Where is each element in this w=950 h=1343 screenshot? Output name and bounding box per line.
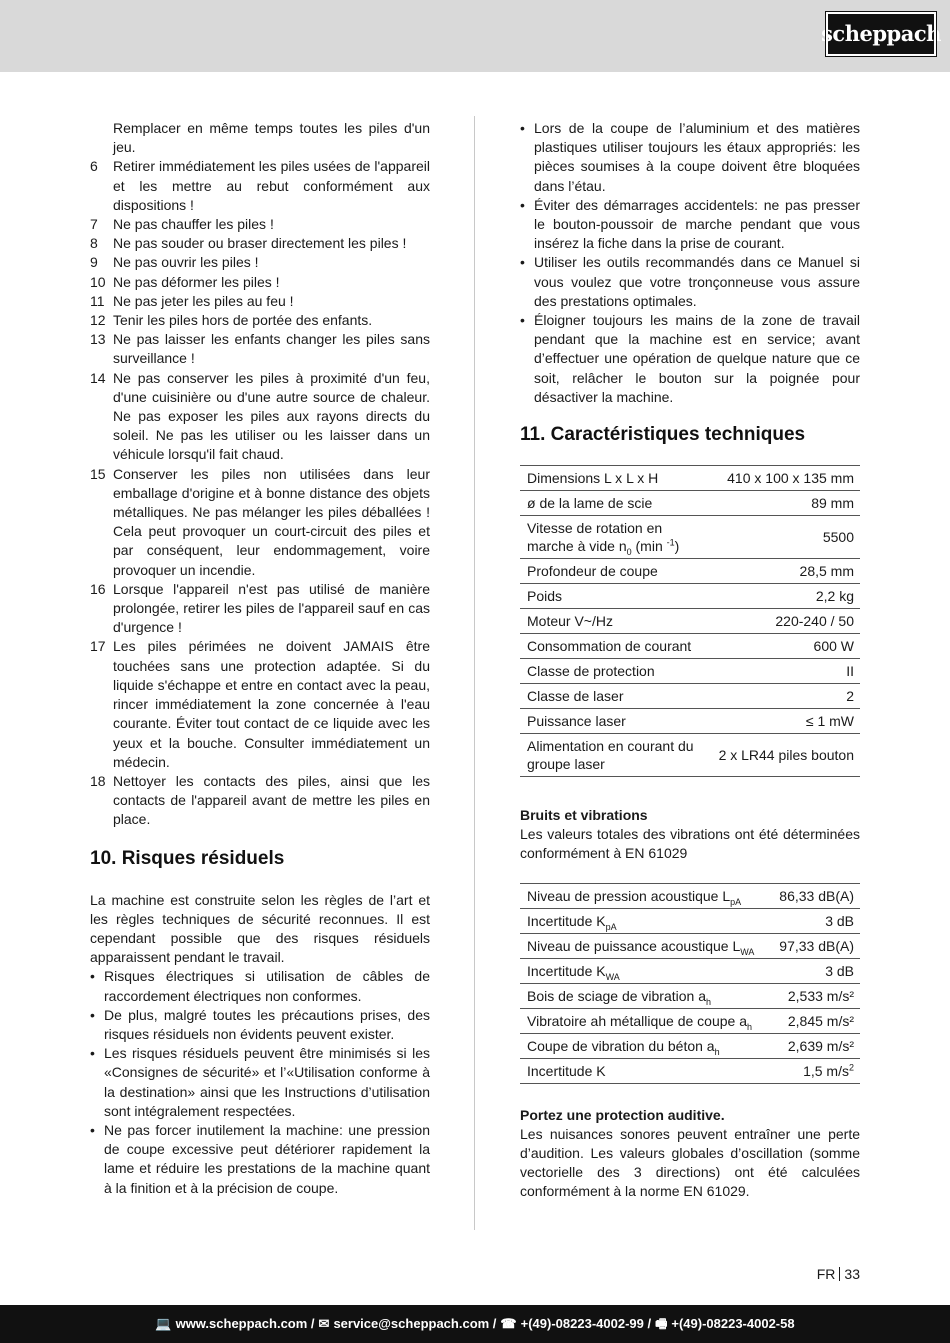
table-row: Niveau de puissance acoustique $L_{WA}$ 97,33 dB(A) [520, 933, 860, 958]
list-item: • Lors de la coupe de l’aluminium et des matières plastiques utiliser toujours les étaux appropriés: les pièces soumises à la coupe doivent être bloquées dans l’étau. [520, 120, 860, 194]
battery-item-cont: Remplacer en même temps toutes les piles d'un jeu. [113, 120, 430, 156]
brand-logo [821, 12, 941, 56]
list-item: • Risques électriques si utilisation de câbles de raccordement électriques non conformes. [90, 968, 430, 1004]
column-divider [474, 116, 475, 1230]
list-item: 8 Ne pas souder ou braser directement les piles ! [90, 235, 407, 252]
table-row: Incertitude K 1,5 $m/s^2$ [520, 1058, 860, 1083]
table-row: Dimensions L x L x H 410 x 100 x 135 mm [520, 466, 860, 491]
footer-mail[interactable]: service@scheppach.com / [333, 1316, 497, 1332]
table-row: Vibratoire ah métallique de coupe $a_h$ 2,845 m/s² [520, 1008, 860, 1033]
laptop-icon: 💻 [155, 1316, 172, 1332]
table-row: Poids 2,2 kg [520, 584, 860, 609]
list-item: 10 Ne pas déformer les piles ! [90, 273, 280, 290]
footer-fax: +(49)-08223-4002-58 [671, 1316, 795, 1332]
brand-logo-text: scheppach [821, 21, 941, 47]
table-row: Classe de protection II [520, 659, 860, 684]
list-item: 15 Conserver les piles non utilisées dans leur emballage d'origine et à bonne distance des objets métalliques. Ne pas mélanger les piles déballées ! Cela peut provoquer un court-circuit des piles et par conséquent, leur endommagement, voire provoquer un incendie. [90, 465, 430, 578]
list-item: 16 Lorsque l'appareil n'est pas utilisé de manière prolongée, retirer les piles de l'appareil sauf en cas d'urgence ! [90, 580, 430, 636]
list-item: • Éviter des démarrages accidentels: ne pas presser le bouton-poussoir de marche pendant que vous insérez la fiche dans la prise de courant. [520, 196, 860, 252]
table-row: Incertitude $K_{pA}$ 3 dB [520, 908, 860, 933]
table-row: Puissance laser ≤ 1 mW [520, 709, 860, 734]
right-column [520, 119, 860, 1202]
table-row: Profondeur de coupe 28,5 mm [520, 559, 860, 584]
list-item: • Utiliser les outils recommandés dans ce Manuel si vous voulez que votre tronçonneuse vous assure des prestations optimales. [520, 254, 860, 309]
mail-icon: ✉ [318, 1316, 330, 1332]
table-row: Consommation de courant 600 W [520, 634, 860, 659]
table-row: Vitesse de rotation en marche à vide $n_0$ (min $^{-1}$) 5500 [520, 516, 860, 559]
protection-heading: Portez une protection auditive. [520, 1106, 725, 1123]
list-item: • Les risques résiduels peuvent être minimisés si les «Consignes de sécurité» et l’«Utilisation conforme à la destination» ainsi que les Instructions d’utilisation sont intégralement respectées. [90, 1045, 430, 1119]
section-10-intro: La machine est construite selon les règles de l’art et les règles techniques de sécurité reconnues. Il est cependant possible que des risques résiduels apparaissent pendant le travail. [90, 891, 430, 966]
specs-table [520, 465, 860, 777]
table-row: Niveau de pression acoustique $L_{pA}$ 86,33 dB(A) [520, 883, 860, 908]
list-item: • Ne pas forcer inutilement la machine: une pression de coupe excessive peut détériorer rapidement la lame et réduire les prestations de la machine quant à la finition et à la précision de coupe. [90, 1121, 430, 1196]
phone-icon: ☎ [500, 1316, 517, 1332]
list-item: 12 Tenir les piles hors de portée des enfants. [90, 312, 373, 329]
list-item: 9 Ne pas ouvrir les piles ! [90, 254, 259, 271]
section-10-title: 10. Risques résiduels [90, 847, 285, 869]
noise-table [520, 883, 860, 1084]
footer-phone: +(49)-08223-4002-99 / [520, 1316, 652, 1332]
page-number: FR 33 [816, 1266, 860, 1282]
list-item: • Éloigner toujours les mains de la zone de travail pendant que la machine est en service; avant d’effectuer une opération de quelque nature que ce soit, relâcher le bouton sur la poignée pour désactiver la machine. [520, 312, 860, 405]
table-row: Alimentation en courant du groupe laser 2 x LR44 piles bouton [520, 734, 860, 777]
list-item: 17 Les piles périmées ne doivent JAMAIS être touchées sans une protection adaptée. Si du liquide s'échappe et entre en contact avec la peau, rincer immédiatement la zone concernée à l'eau courante. Éviter tout contact de ce liquide avec les yeux et la bouche. Consulter immédiatement un médecin. [90, 638, 430, 770]
noise-heading: Bruits et vibrations [520, 807, 648, 824]
footer-web[interactable]: www.scheppach.com / [175, 1316, 315, 1332]
table-row: Moteur V~/Hz 220-240 / 50 [520, 609, 860, 634]
header-bar [0, 0, 950, 72]
list-item: 7 Ne pas chauffer les piles ! [90, 216, 274, 233]
table-row: Incertitude $K_{WA}$ 3 dB [520, 958, 860, 983]
table-row: ø de la lame de scie 89 mm [520, 491, 860, 516]
list-item: • De plus, malgré toutes les précautions prises, des risques résiduels non évidents peuvent exister. [90, 1006, 430, 1042]
list-item: 6 Retirer immédiatement les piles usées de l'appareil et les mettre au rebut conformément aux dispositions ! [90, 158, 430, 213]
table-row: Coupe de vibration du béton $a_h$ 2,639 m/s² [520, 1033, 860, 1058]
list-item: 11 Ne pas jeter les piles au feu ! [90, 292, 294, 309]
table-row: Bois de sciage de vibration $a_h$ 2,533 m/s² [520, 983, 860, 1008]
protection-text: Les nuisances sonores peuvent entraîner une perte d’audition. Les valeurs globales d’oscillation (somme vectorielle des 3 directions) ont été calculées conformément à la norme EN 61029. [520, 1125, 860, 1200]
left-column [90, 119, 430, 1198]
section-11-title: 11. Caractéristiques techniques [520, 424, 806, 446]
list-item: 14 Ne pas conserver les piles à proximité d'un feu, d'une cuisinière ou d'une autre source de chaleur. Ne pas exposer les piles aux rayons directs du soleil. Ne pas les utiliser ou les laisser dans un véhicule lorsqu'il fait chaud. [90, 369, 430, 463]
noise-text: Les valeurs totales des vibrations ont été déterminées conformément à EN 61029 [520, 826, 860, 862]
list-item: 18 Nettoyer les contacts des piles, ainsi que les contacts de l'appareil avant de mettre les piles en place. [90, 772, 430, 828]
footer-bar [0, 1305, 950, 1343]
fax-icon: 🖷 [655, 1316, 668, 1332]
list-item: 13 Ne pas laisser les enfants changer les piles sans surveillance ! [90, 331, 430, 367]
table-row: Classe de laser 2 [520, 684, 860, 709]
